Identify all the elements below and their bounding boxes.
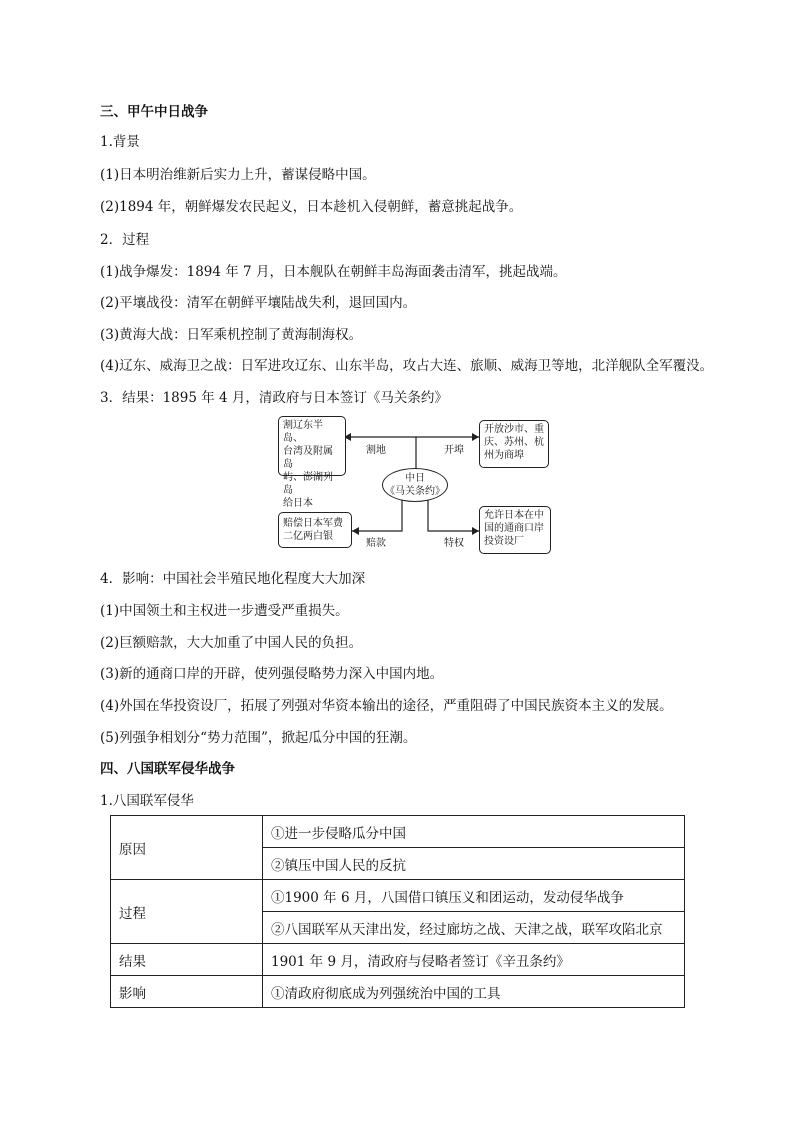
process-item: (3)黄海大战：日军乘机控制了黄海制海权。	[100, 327, 363, 343]
label-ports: 开埠	[444, 445, 464, 456]
section4-title: 四、八国联军侵华战争	[100, 761, 235, 777]
table-head-cause: 原因	[111, 816, 263, 880]
connector-indemnity	[352, 500, 402, 531]
table-cell: ②八国联军从天津出发，经过廊坊之战、天津之战，联军攻陷北京	[263, 912, 685, 944]
table-row	[111, 944, 685, 976]
box-line: 允许日本在中	[484, 510, 544, 521]
impact-item: (4)外国在华投资设厂，拓展了列强对华资本输出的途径，严重阻碍了中国民族资本主义的发展。	[100, 698, 673, 714]
box-line: 赔偿日本军费	[283, 518, 343, 529]
impact-heading: 4．影响：中国社会半殖民地化程度大大加深	[100, 571, 366, 587]
impact-item: (5)列强争相划分“势力范围”，掀起瓜分中国的狂潮。	[100, 730, 417, 746]
arrow-privilege	[472, 527, 479, 535]
label-indemnity: 赔款	[366, 538, 386, 549]
background-item: (1)日本明治维新后实力上升，蓄谋侵略中国。	[100, 167, 376, 183]
box-line: 给日本	[283, 498, 313, 509]
label-privilege: 特权	[444, 538, 464, 549]
privilege-box	[479, 506, 551, 554]
box-line: 国的通商口岸	[484, 523, 544, 534]
cede-territory-box	[278, 416, 346, 509]
table-head-process: 过程	[111, 880, 263, 944]
impact-item: (3)新的通商口岸的开辟，使列强侵略势力深入中国内地。	[100, 666, 444, 682]
treaty-center-line2: 《马关条约》	[385, 486, 445, 497]
table-row	[111, 816, 685, 848]
arrow-ports	[472, 433, 479, 441]
process-item: (2)平壤战役：清军在朝鲜平壤陆战失利，退回国内。	[100, 295, 417, 311]
indemnity-box	[278, 512, 352, 548]
treaty-center-line1: 中日	[405, 473, 425, 484]
impact-item: (1)中国领土和主权进一步遭受严重损失。	[100, 603, 349, 619]
table-head-impact: 影响	[111, 976, 263, 1008]
process-item: (4)辽东、威海卫之战：日军进攻辽东、山东半岛，攻占大连、旅顺、威海卫等地，北洋舰队全军覆没。	[100, 358, 714, 374]
label-cede: 割地	[366, 445, 386, 456]
arrow-indemnity	[352, 527, 359, 535]
background-heading: 1.背景	[100, 134, 140, 150]
box-line: 台湾及附属岛	[283, 446, 333, 470]
section3-title: 三、甲午中日战争	[100, 104, 208, 120]
table-row	[111, 880, 685, 912]
box-line: 庆、苏州、杭	[484, 437, 544, 448]
impact-item: (2)巨额赔款，大大加重了中国人民的负担。	[100, 635, 363, 651]
box-line: 二亿两白银	[283, 531, 333, 542]
table-head-result: 结果	[111, 944, 263, 976]
table-cell: ①进一步侵略瓜分中国	[263, 816, 685, 848]
box-line: 州为商埠	[484, 450, 524, 461]
treaty-center	[382, 468, 448, 502]
eight-nation-table	[110, 815, 685, 1008]
treaty-diagram	[274, 410, 554, 556]
table-cell: 1901 年 9 月，清政府与侵略者签订《辛丑条约》	[263, 944, 685, 976]
result-heading: 3．结果：1895 年 4 月，清政府与日本签订《马关条约》	[100, 390, 448, 406]
box-line: 投资设厂	[484, 536, 524, 547]
box-line: 屿、澎湖列岛	[283, 472, 333, 496]
table-cell: ①清政府彻底成为列强统治中国的工具	[263, 976, 685, 1008]
connector-privilege	[428, 500, 479, 531]
table-cell: ②镇压中国人民的反抗	[263, 848, 685, 880]
process-item: (1)战争爆发：1894 年 7 月，日本舰队在朝鲜丰岛海面袭击清军，挑起战端。	[100, 264, 567, 280]
background-item: (2)1894 年，朝鲜爆发农民起义，日本趁机入侵朝鲜，蓄意挑起战争。	[100, 199, 523, 215]
process-heading: 2．过程	[100, 232, 150, 248]
table-cell: ①1900 年 6 月，八国借口镇压义和团运动，发动侵华战争	[263, 880, 685, 912]
box-line: 开放沙市、重	[484, 424, 544, 435]
open-ports-box	[479, 420, 549, 468]
table-row	[111, 976, 685, 1008]
section4-subtitle: 1.八国联军侵华	[100, 793, 194, 809]
box-line: 割辽东半岛、	[283, 420, 323, 444]
